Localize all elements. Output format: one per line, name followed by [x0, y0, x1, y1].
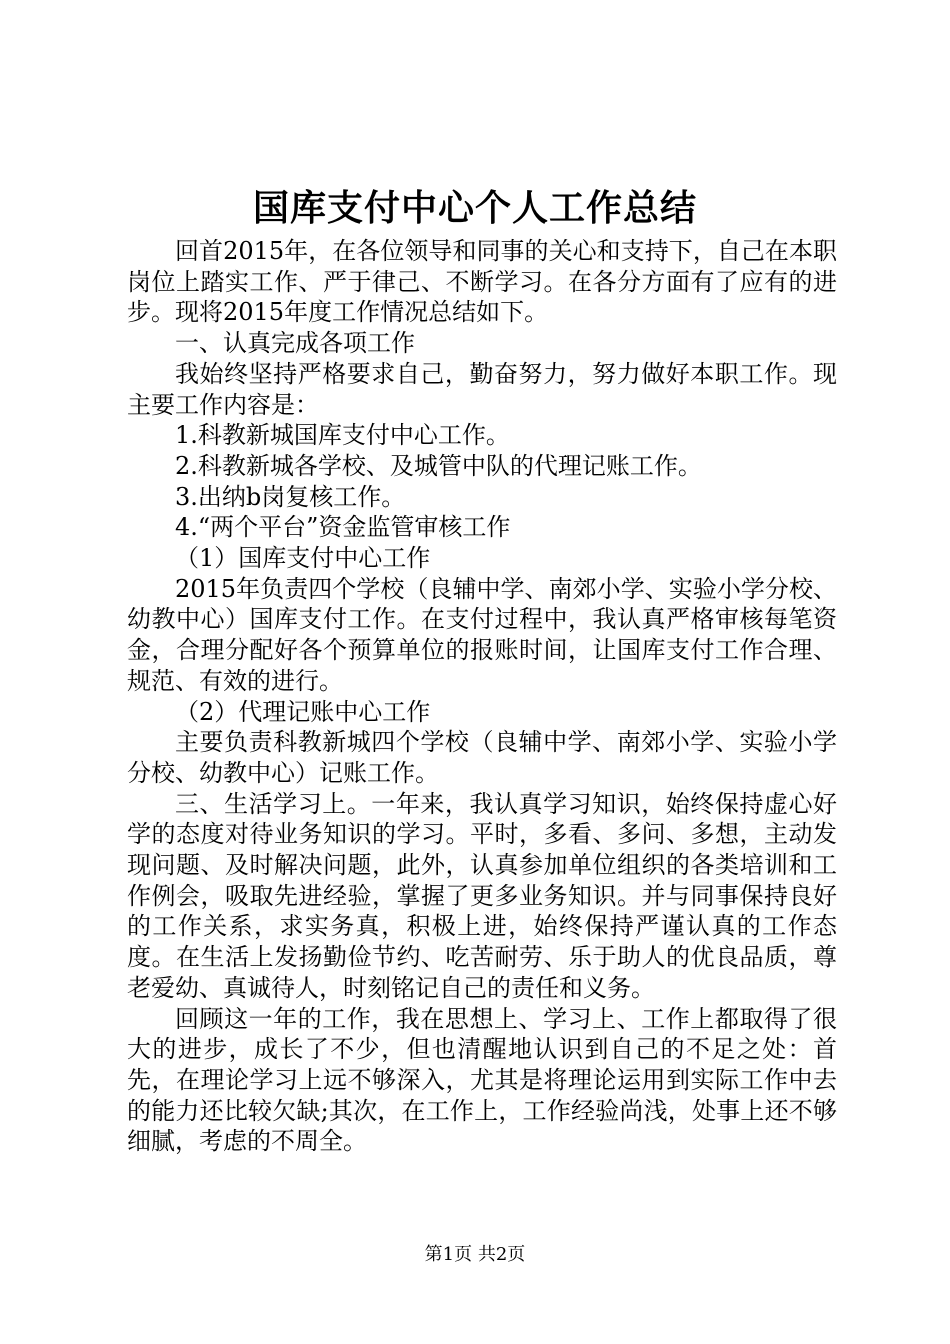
list-item-3: 3.出纳b岗复核工作。 — [175, 482, 406, 511]
document-body — [127, 236, 837, 1157]
list-item-2: 2.科教新城各学校、及城管中队的代理记账工作。 — [175, 451, 702, 480]
list-item-1: 1.科教新城国库支付中心工作。 — [175, 421, 510, 450]
subheading-1: （1）国库支付中心工作 — [175, 544, 431, 573]
paragraph-treasury: 2015年负责四个学校（良辅中学、南郊小学、实验小学分校、幼教中心）国库支付工作。在支付过程中，我认真严格审核每笔资金，合理分配好各个预算单位的报账时间，让国库支付工作合理、规范、有效的进行。 — [127, 574, 837, 695]
subheading-2: （2）代理记账中心工作 — [175, 697, 431, 726]
paragraph-duties: 我始终坚持严格要求自己，勤奋努力，努力做好本职工作。现主要工作内容是： — [127, 359, 837, 419]
paragraph-intro: 回首2015年，在各位领导和同事的关心和支持下，自己在本职岗位上踏实工作、严于律己、不断学习。在各分方面有了应有的进步。现将2015年度工作情况总结如下。 — [127, 237, 837, 327]
paragraph-bookkeeping: 主要负责科教新城四个学校（良辅中学、南郊小学、实验小学分校、幼教中心）记账工作。 — [127, 728, 837, 787]
paragraph-review: 回顾这一年的工作，我在思想上、学习上、工作上都取得了很大的进步，成长了不少，但也清醒地认识到自己的不足之处：首先，在理论学习上远不够深入，尤其是将理论运用到实际工作中去的能力还比较欠缺;其次，在工作上，工作经验尚浅，处事上还不够细腻，考虑的不周全。 — [127, 1004, 837, 1156]
page-number-footer: 第1页 共2页 — [424, 1244, 526, 1265]
document-title: 国库支付中心个人工作总结 — [252, 187, 697, 229]
section-heading-1: 一、认真完成各项工作 — [175, 329, 415, 358]
paragraph-study: 三、生活学习上。一年来，我认真学习知识，始终保持虚心好学的态度对待业务知识的学习。平时，多看、多问、多想，主动发现问题、及时解决问题，此外，认真参加单位组织的各类培训和工作例会，吸取先进经验，掌握了更多业务知识。并与同事保持良好的工作关系，求实务真，积极上进，始终保持严谨认真的工作态度。在生活上发扬勤俭节约、吃苦耐劳、乐于助人的优良品质，尊老爱幼、真诚待人，时刻铭记自己的责任和义务。 — [127, 789, 837, 1002]
list-item-4: 4.“两个平台”资金监管审核工作 — [175, 513, 511, 542]
